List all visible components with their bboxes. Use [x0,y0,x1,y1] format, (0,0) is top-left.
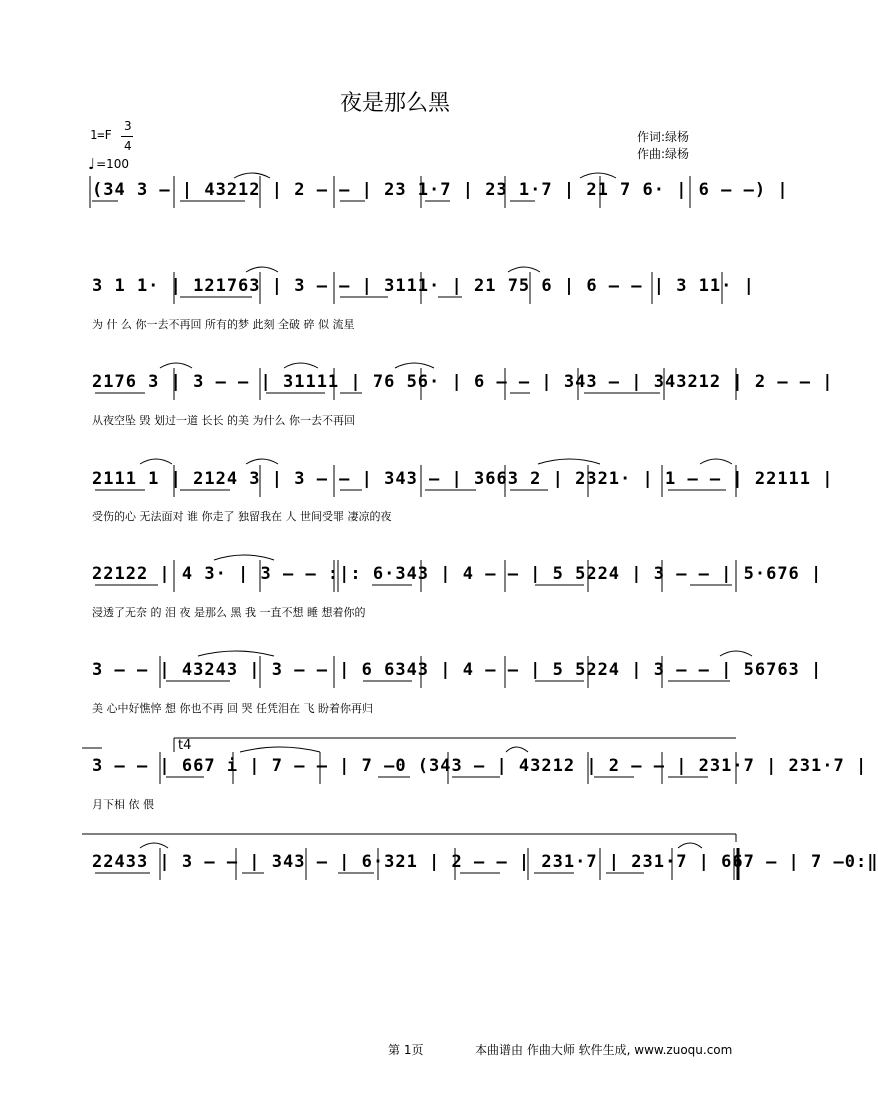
song-title: 夜是那么黑 [339,91,450,116]
software-credit: 本曲谱由 作曲大师 软件生成, www.zuoqu.com [475,1043,733,1057]
time-signature-bottom: 4 [124,139,132,153]
lyric-row-3: 从夜空坠 毁 划过一道 长长 的美 为什么 你一去不再回 [92,414,355,427]
score-row-2: 3 1 1· | 121763 | 3 – – | 3111· | 21 75 6 | 6 – – | 3 11· | [92,276,755,296]
tempo-marking [88,155,129,173]
lyric-row-7: 月下相 依 偎 [92,798,154,811]
volta-lines [82,738,736,842]
volta-mark: t4 [178,738,192,753]
score-row-7: 3 – – | 667 i | 7 – – | 7 –0 (343 – | 43212 | 2 – – | 231·7 | 231·7 | [92,756,868,776]
page-number: 第 1页 [388,1043,424,1057]
score-row-6: 3 – – | 43243 | 3 – – | 6 6343 | 4 – – | 5 5224 | 3 – – | 56763 | [92,660,823,680]
key-signature: 1=F [90,128,112,142]
time-signature-divider [121,136,133,137]
score-row-5: 22122 | 4 3· | 3 – – :|: 6·343 | 4 – – | 5 5224 | 3 – – | 5·676 | [92,564,823,584]
composer-credit: 作曲:绿杨 [637,147,690,161]
score-row-1: (34 3 – | 43212 | 2 – – | 23 1·7 | 23 1·7 | 21 7 6· | 6 – –) | [92,180,789,200]
lyric-row-2: 为 什 么 你一去不再回 所有的梦 此刻 全破 碎 似 流星 [92,318,355,331]
lyricist-credit: 作词:绿杨 [637,130,690,144]
lyric-row-6: 美 心中好憔悴 想 你也不再 回 哭 任凭泪在 飞 盼着你再归 [92,702,373,715]
lyric-row-5: 浸透了无奈 的 泪 夜 是那么 黑 我 一直不想 睡 想着你的 [92,606,366,619]
tempo-value: =100 [96,157,130,171]
time-signature-top: 3 [124,119,132,133]
quarter-note-icon: ♩ [88,155,96,173]
score-row-8: 22433 | 3 – – | 343 – | 6·321 | 2 – – | 231·7 | 231·7 | 667 – | 7 –0:‖ [92,852,878,872]
score-row-4: 2111 1 | 2124 3 | 3 – – | 343 – | 3663 2 | 2321· | 1 – – | 22111 | [92,469,834,489]
score-row-3: 2176 3 | 3 – – | 31111 | 76 56· | 6 – – | 343 – | 343212 | 2 – – | [92,372,834,392]
lyric-row-4: 受伤的心 无法面对 谁 你走了 独留我在 人 世间受罪 凄凉的夜 [92,510,392,523]
